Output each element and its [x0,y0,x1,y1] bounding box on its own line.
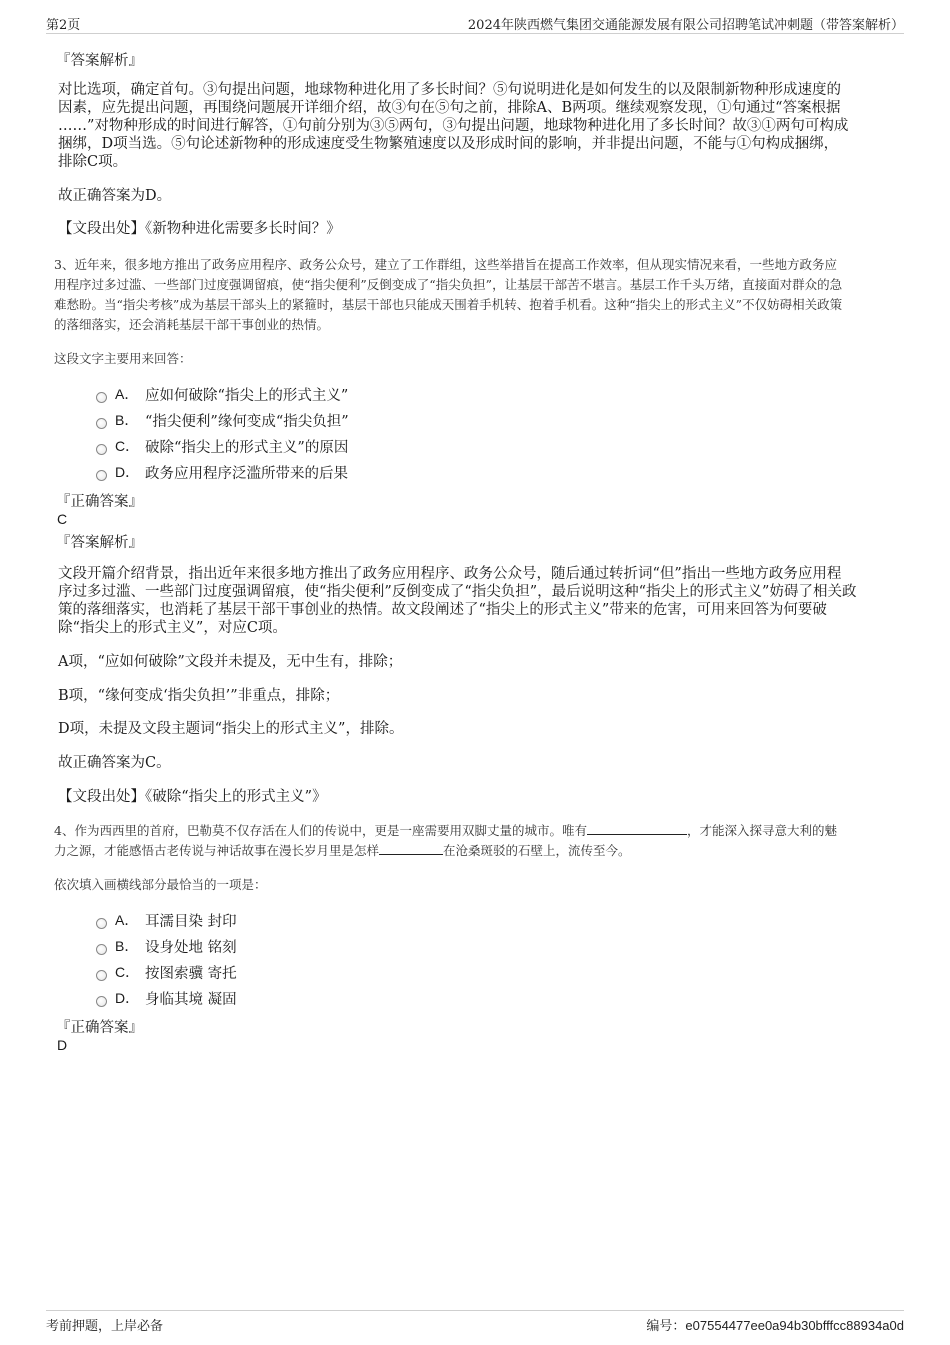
q3-stem-line: 难愁盼。当“指尖考核”成为基层干部头上的紧箍时，基层干部也只能成天围着手机转、抱着手机看。这种“指尖上的形式主义”不仅妨碍相关政策 [54,297,843,312]
q2-analysis-line: ……”对物种形成的时间进行解答，①句前分别为③⑤两句，③句提出问题，地球物种进化用了多长时间？故③①两句可构成 [58,118,849,134]
q3-option-d[interactable] [96,462,348,482]
option-text: “指尖便利”缘何变成“指尖负担” [145,413,349,430]
q3-stem-line: 的落细落实，还会消耗基层干部干事创业的热情。 [54,317,330,332]
q2-analysis [58,81,908,171]
radio-icon[interactable] [96,470,107,481]
q3-analysis-line: 除“指尖上的形式主义”，对应C项。 [58,620,287,636]
q3-analysis-label: 『答案解析』 [56,535,143,551]
option-letter: B． [115,938,139,954]
q4-question: 依次填入画横线部分最恰当的一项是： [54,877,267,892]
q4-blank-2 [379,842,443,855]
q3-stem [54,255,904,335]
q4-answer-label: 『正确答案』 [56,1020,143,1036]
q2-analysis-label: 『答案解析』 [56,53,143,69]
code-label: 编号： [646,1319,686,1334]
q4-option-b[interactable] [96,936,237,956]
option-text: 政务应用程序泛滥所带来的后果 [145,465,348,482]
page-number: 第2页 [46,18,81,33]
q3-stem-line: 3、近年来，很多地方推出了政务应用程序、政务公众号，建立了工作群组，这些举措旨在提高工作效率，但从现实情况来看，一些地方政务应 [54,257,837,272]
q4-stem-line-2 [54,841,904,861]
q3-option-b[interactable] [96,410,349,430]
q4-blank-1 [587,822,687,835]
q4-stem-text: 4、作为西西里的首府，巴勒莫不仅存活在人们的传说中，更是一座需要用双脚丈量的城市。唯有 [54,823,587,838]
code-value: e07554477ee0a94b30bfffcc88934a0d [685,1318,904,1333]
option-letter: C． [115,438,140,454]
q3-stem-line: 用程序过多过滥、一些部门过度强调留痕，使“指尖便利”反倒变成了“指尖负担”，让基层干部苦不堪言。基层工作千头万绪，直接面对群众的急 [54,277,843,292]
option-text: 按图索骥 寄托 [145,965,237,982]
radio-icon[interactable] [96,444,107,455]
radio-icon[interactable] [96,944,107,955]
q4-stem [54,821,904,861]
q3-answer-label: 『正确答案』 [56,494,143,510]
document-title: 2024年陕西燃气集团交通能源发展有限公司招聘笔试冲刺题（带答案解析） [467,18,904,33]
option-text: 设身处地 铭刻 [145,939,237,956]
radio-icon[interactable] [96,996,107,1007]
q4-stem-text: ，才能深入探寻意大利的魅 [686,823,837,838]
q4-stem-text: 力之源，才能感悟古老传说与神话故事在漫长岁月里是怎样 [54,843,380,858]
option-text: 应如何破除“指尖上的形式主义” [145,387,349,404]
page-footer [46,1310,904,1334]
page-header [46,14,904,34]
q2-analysis-line: 捆绑，D项当选。⑤句论述新物种的形成速度受生物繁殖速度以及形成时间的影响，并非提出问题，不能与①句构成捆绑， [58,136,839,152]
footer-slogan: 考前押题，上岸必备 [46,1319,164,1334]
option-text: 身临其境 凝固 [145,991,237,1008]
q3-answer: C [57,511,68,527]
q2-source: 【文段出处】《新物种进化需要多长时间？》 [58,221,341,237]
q4-option-d[interactable] [96,988,237,1008]
q3-analysis-b: B项，“缘何变成‘指尖负担’”非重点，排除； [58,688,340,704]
option-text: 耳濡目染 封印 [145,913,237,930]
document-code [646,1315,904,1334]
q4-stem-line-1 [54,821,904,841]
q4-answer: D [57,1037,68,1053]
option-letter: A． [115,386,139,402]
q4-stem-text: 在沧桑斑驳的石壁上，流传至今。 [443,843,631,858]
q3-analysis-line: 文段开篇介绍背景，指出近年来很多地方推出了政务应用程序、政务公众号，随后通过转折词“但”指出一些地方政务应用程 [58,566,842,582]
option-letter: A． [115,912,139,928]
option-text: 破除“指尖上的形式主义”的原因 [145,439,349,456]
radio-icon[interactable] [96,392,107,403]
q2-analysis-line: 排除C项。 [58,154,128,170]
q3-analysis-line: 序过多过滥、一些部门过度强调留痕，使“指尖便利”反倒变成了“指尖负担”，最后说明这种“指尖上的形式主义”妨碍了相关政 [58,584,857,600]
q2-conclusion: 故正确答案为D。 [58,188,172,204]
q3-option-a[interactable] [96,384,348,404]
q3-analysis-a: A项，“应如何破除”文段并未提及，无中生有，排除； [58,654,403,670]
option-letter: B． [115,412,139,428]
q2-analysis-line: 对比选项，确定首句。③句提出问题，地球物种进化用了多长时间？⑤句说明进化是如何发生的以及限制新物种形成速度的 [58,82,841,98]
q4-option-a[interactable] [96,910,237,930]
q2-analysis-line: 因素，应先提出问题，再围绕问题展开详细介绍，故③句在⑤句之前，排除A、B两项。继续观察发现，①句通过“答案根据 [58,100,841,116]
q3-source: 【文段出处】《破除“指尖上的形式主义”》 [58,789,327,805]
q3-analysis-line: 策的落细落实，也消耗了基层干部干事创业的热情。故文段阐述了“指尖上的形式主义”带来的危害，可用来回答为何要破 [58,602,827,618]
radio-icon[interactable] [96,418,107,429]
q3-option-c[interactable] [96,436,348,456]
q3-conclusion: 故正确答案为C。 [58,755,171,771]
option-letter: D． [115,990,140,1006]
radio-icon[interactable] [96,970,107,981]
option-letter: D． [115,464,140,480]
option-letter: C． [115,964,140,980]
q3-analysis-d: D项，未提及文段主题词“指尖上的形式主义”，排除。 [58,721,404,737]
q3-question: 这段文字主要用来回答： [54,351,192,366]
q4-option-c[interactable] [96,962,237,982]
radio-icon[interactable] [96,918,107,929]
q3-analysis [58,565,908,637]
